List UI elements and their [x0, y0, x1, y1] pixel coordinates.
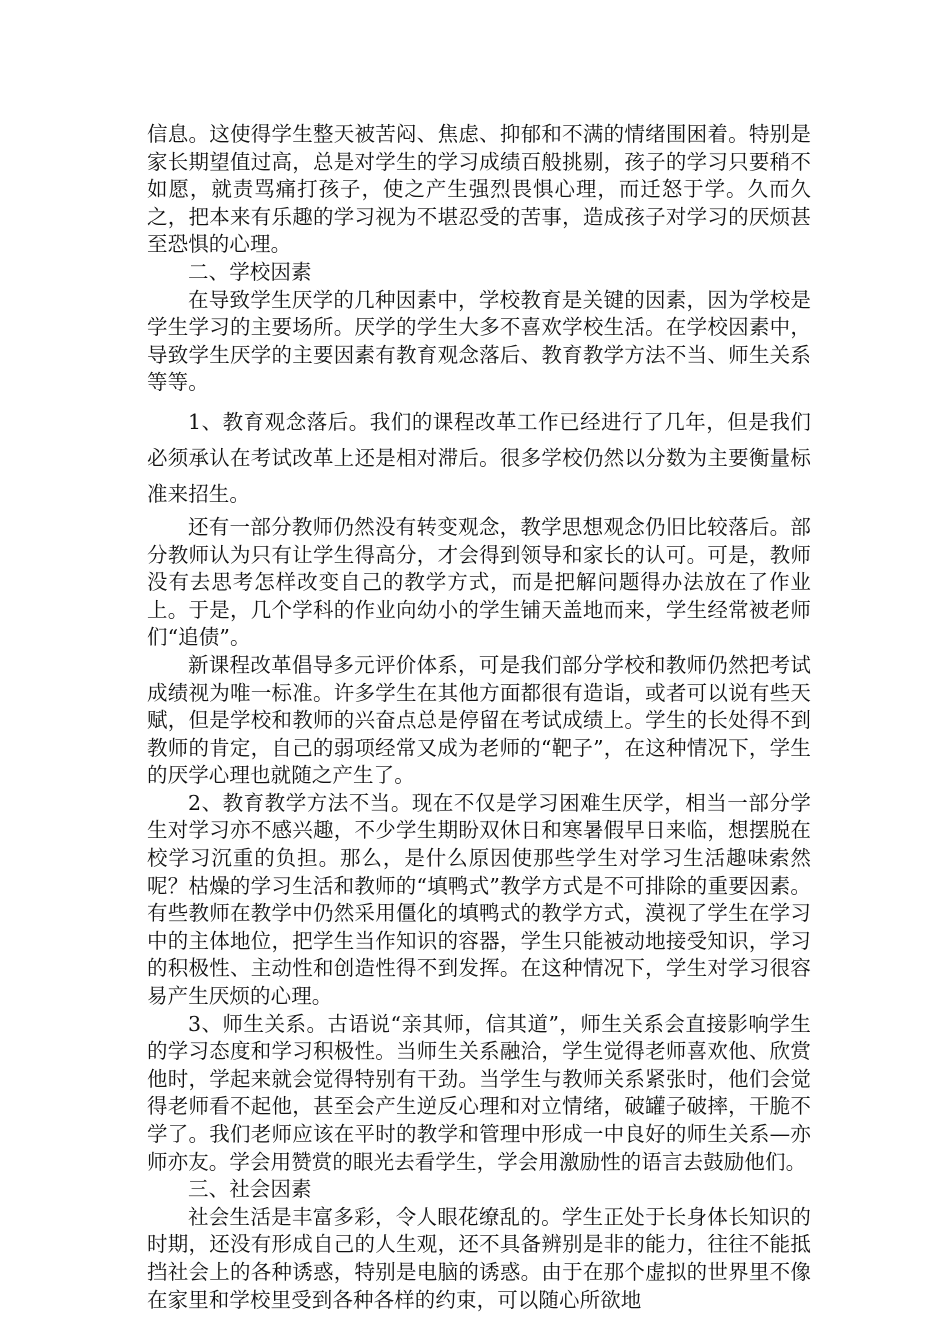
section-heading-school-factors: 二、学校因素	[188, 259, 312, 284]
paragraph-teacher-student-relation: 3、师生关系。古语说“亲其师，信其道”，师生关系会直接影响学生的学习态度和学习积极性。当师生关系融洽，学生觉得老师喜欢他、欣赏他时，学起来就会觉得特别有干劲。当学生与教师关系紧张时，他们会觉得老师看不起他，甚至会产生逆反心理和对立情绪，破罐子破摔，干脆不学了。我们老师应该在平时的教学和管理中形成一中良好的师生关系—亦师亦友。学会用赞赏的眼光去看学生，学会用激励性的语言去鼓励他们。	[147, 1011, 811, 1174]
paragraph-continuation: 信息。这使得学生整天被苦闷、焦虑、抑郁和不满的情绪围困着。特别是家长期望值过高，总是对学生的学习成绩百般挑剔，孩子的学习只要稍不如愿，就责骂痛打孩子，使之产生强烈畏惧心理，而迁怒于学。久而久之，把本来有乐趣的学习视为不堪忍受的苦事，造成孩子对学习的厌烦甚至恐惧的心理。	[147, 122, 811, 257]
paragraph-teaching-method: 2、教育教学方法不当。现在不仅是学习困难生厌学，相当一部分学生对学习亦不感兴趣，不少学生期盼双休日和寒暑假早日来临，想摆脱在校学习沉重的负担。那么，是什么原因使那些学生对学习生活趣味索然呢？枯燥的学习生活和教师的“填鸭式”教学方式是不可排除的重要因素。有些教师在教学中仍然采用僵化的填鸭式的教学方式，漠视了学生在学习中的主体地位，把学生当作知识的容器，学生只能被动地接受知识，学习的积极性、主动性和创造性得不到发挥。在这种情况下，学生对学习很容易产生厌烦的心理。	[147, 790, 811, 1009]
paragraph-teacher-concept: 还有一部分教师仍然没有转变观念，教学思想观念仍旧比较落后。部分教师认为只有让学生得高分，才会得到领导和家长的认可。可是，教师没有去思考怎样改变自己的教学方式，而是把解问题得办法放在了作业上。于是，几个学科的作业向幼小的学生铺天盖地而来，学生经常被老师们“追债”。	[147, 514, 811, 650]
paragraph-education-concept: 1、教育观念落后。我们的课程改革工作已经进行了几年，但是我们必须承认在考试改革上还是相对滞后。很多学校仍然以分数为主要衡量标准来招生。	[147, 409, 811, 506]
paragraph-school-intro: 在导致学生厌学的几种因素中，学校教育是关键的因素，因为学校是学生学习的主要场所。厌学的学生大多不喜欢学校生活。在学校因素中，导致学生厌学的主要因素有教育观念落后、教育教学方法不当、师生关系等等。	[147, 287, 811, 395]
paragraph-social-life: 社会生活是丰富多彩，令人眼花缭乱的。学生正处于长身体长知识的时期，还没有形成自己的人生观，还不具备辨别是非的能力，往往不能抵挡社会上的各种诱惑，特别是电脑的诱惑。由于在那个虚拟的世界里不像在家里和学校里受到各种各样的约束，可以随心所欲地	[147, 1204, 811, 1312]
document-body	[147, 121, 811, 1314]
section-heading-social-factors: 三、社会因素	[188, 1177, 312, 1202]
paragraph-evaluation-system: 新课程改革倡导多元评价体系，可是我们部分学校和教师仍然把考试成绩视为唯一标准。许多学生在其他方面都很有造诣，或者可以说有些天赋，但是学校和教师的兴奋点总是停留在考试成绩上。学生的长处得不到教师的肯定，自己的弱项经常又成为老师的“靶子”，在这种情况下，学生的厌学心理也就随之产生了。	[147, 652, 811, 788]
